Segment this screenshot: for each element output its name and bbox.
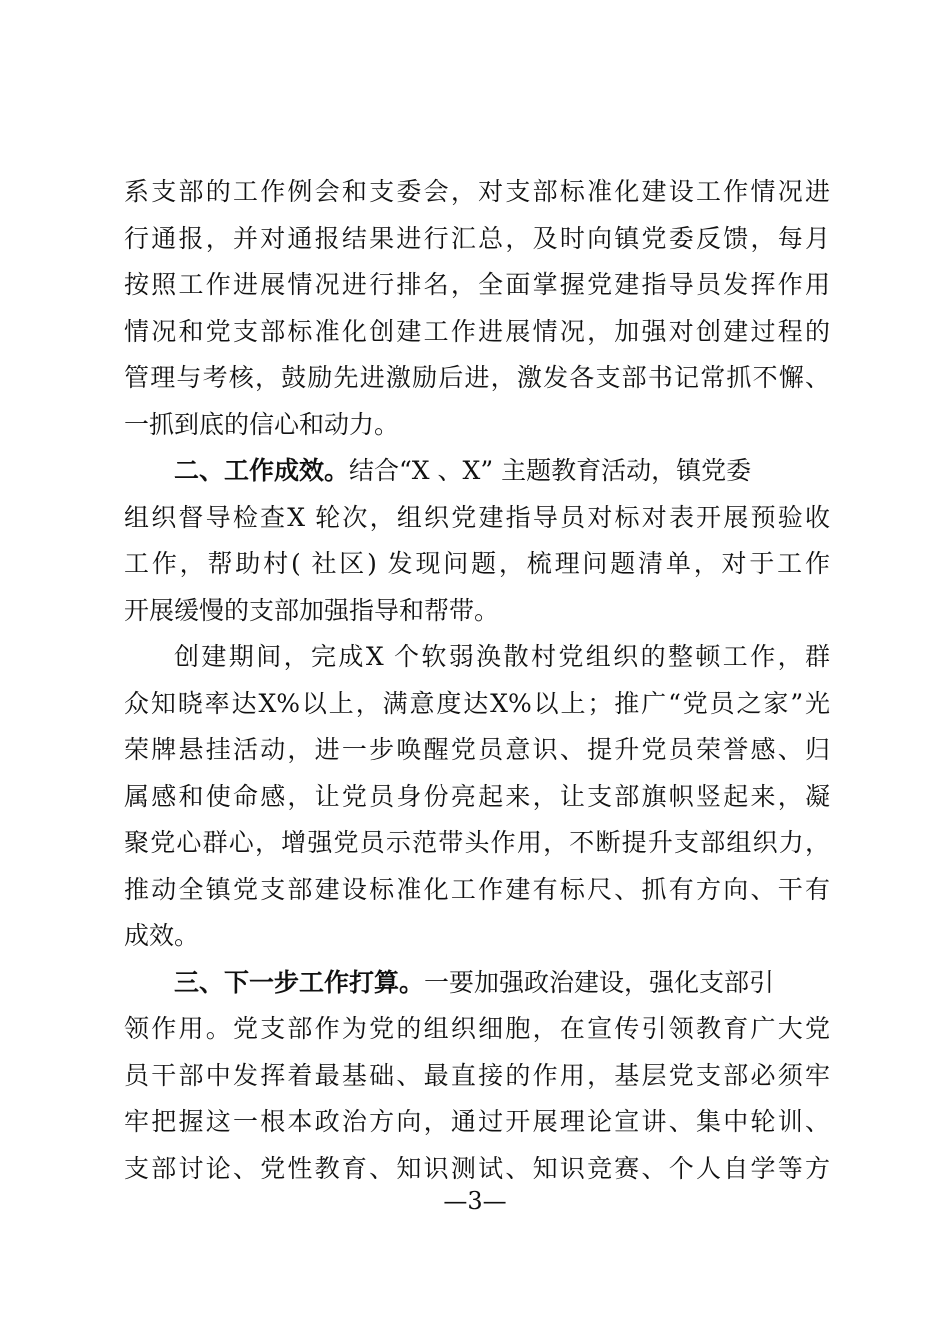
text-line: 领作用。党支部作为党的组织细胞，在宣传引领教育广大党 [124, 1014, 830, 1043]
section-heading: 三、下一步工作打算。 [174, 968, 425, 997]
text-line: 荣牌悬挂活动，进一步唤醒党员意识、提升党员荣誉感、归 [124, 735, 830, 764]
text-line: 管理与考核，鼓励先进激励后进，激发各支部书记常抓不懈、 [124, 363, 830, 392]
text-line: 一抓到底的信心和动力。 [124, 410, 400, 439]
text-span: 一要加强政治建设，强化支部引 [424, 968, 775, 997]
text-line: 聚党心群心，增强党员示范带头作用，不断提升支部组织力， [124, 828, 830, 857]
text-line: 支部讨论、党性教育、知识测试、知识竞赛、个人自学等方 [124, 1154, 830, 1183]
text-line: 推动全镇党支部建设标准化工作建有标尺、抓有方向、干有 [124, 875, 830, 904]
text-line: 工作，帮助村( 社区) 发现问题，梳理问题清单，对于工作 [124, 549, 830, 578]
text-line: 众知晓率达X%以上，满意度达X%以上；推广“党员之家”光 [124, 689, 830, 718]
text-line: 成效。 [124, 921, 200, 950]
page-number: —3— [443, 1187, 507, 1215]
text-line-first [174, 968, 830, 998]
text-line-first [174, 456, 830, 486]
section-heading: 二、工作成效。 [174, 456, 350, 485]
text-line: 组织督导检查X 轮次，组织党建指导员对标对表开展预验收 [124, 503, 830, 532]
text-line: 员干部中发挥着最基础、最直接的作用，基层党支部必须牢 [124, 1061, 830, 1090]
text-line: 按照工作进展情况进行排名，全面掌握党建指导员发挥作用 [124, 270, 830, 299]
text-line: 系支部的工作例会和支委会，对支部标准化建设工作情况进 [124, 177, 830, 206]
text-line-first: 创建期间，完成X 个软弱涣散村党组织的整顿工作，群 [174, 642, 830, 671]
text-line: 属感和使命感，让党员身份亮起来，让支部旗帜竖起来，凝 [124, 782, 830, 811]
text-line: 开展缓慢的支部加强指导和帮带。 [124, 596, 500, 625]
text-span: 结合“X 、X” 主题教育活动，镇党委 [349, 456, 752, 485]
text-line: 行通报，并对通报结果进行汇总，及时向镇党委反馈，每月 [124, 224, 830, 253]
text-line: 情况和党支部标准化创建工作进展情况，加强对创建过程的 [124, 317, 830, 346]
text-line: 牢把握这一根本政治方向，通过开展理论宣讲、集中轮训、 [124, 1107, 830, 1136]
